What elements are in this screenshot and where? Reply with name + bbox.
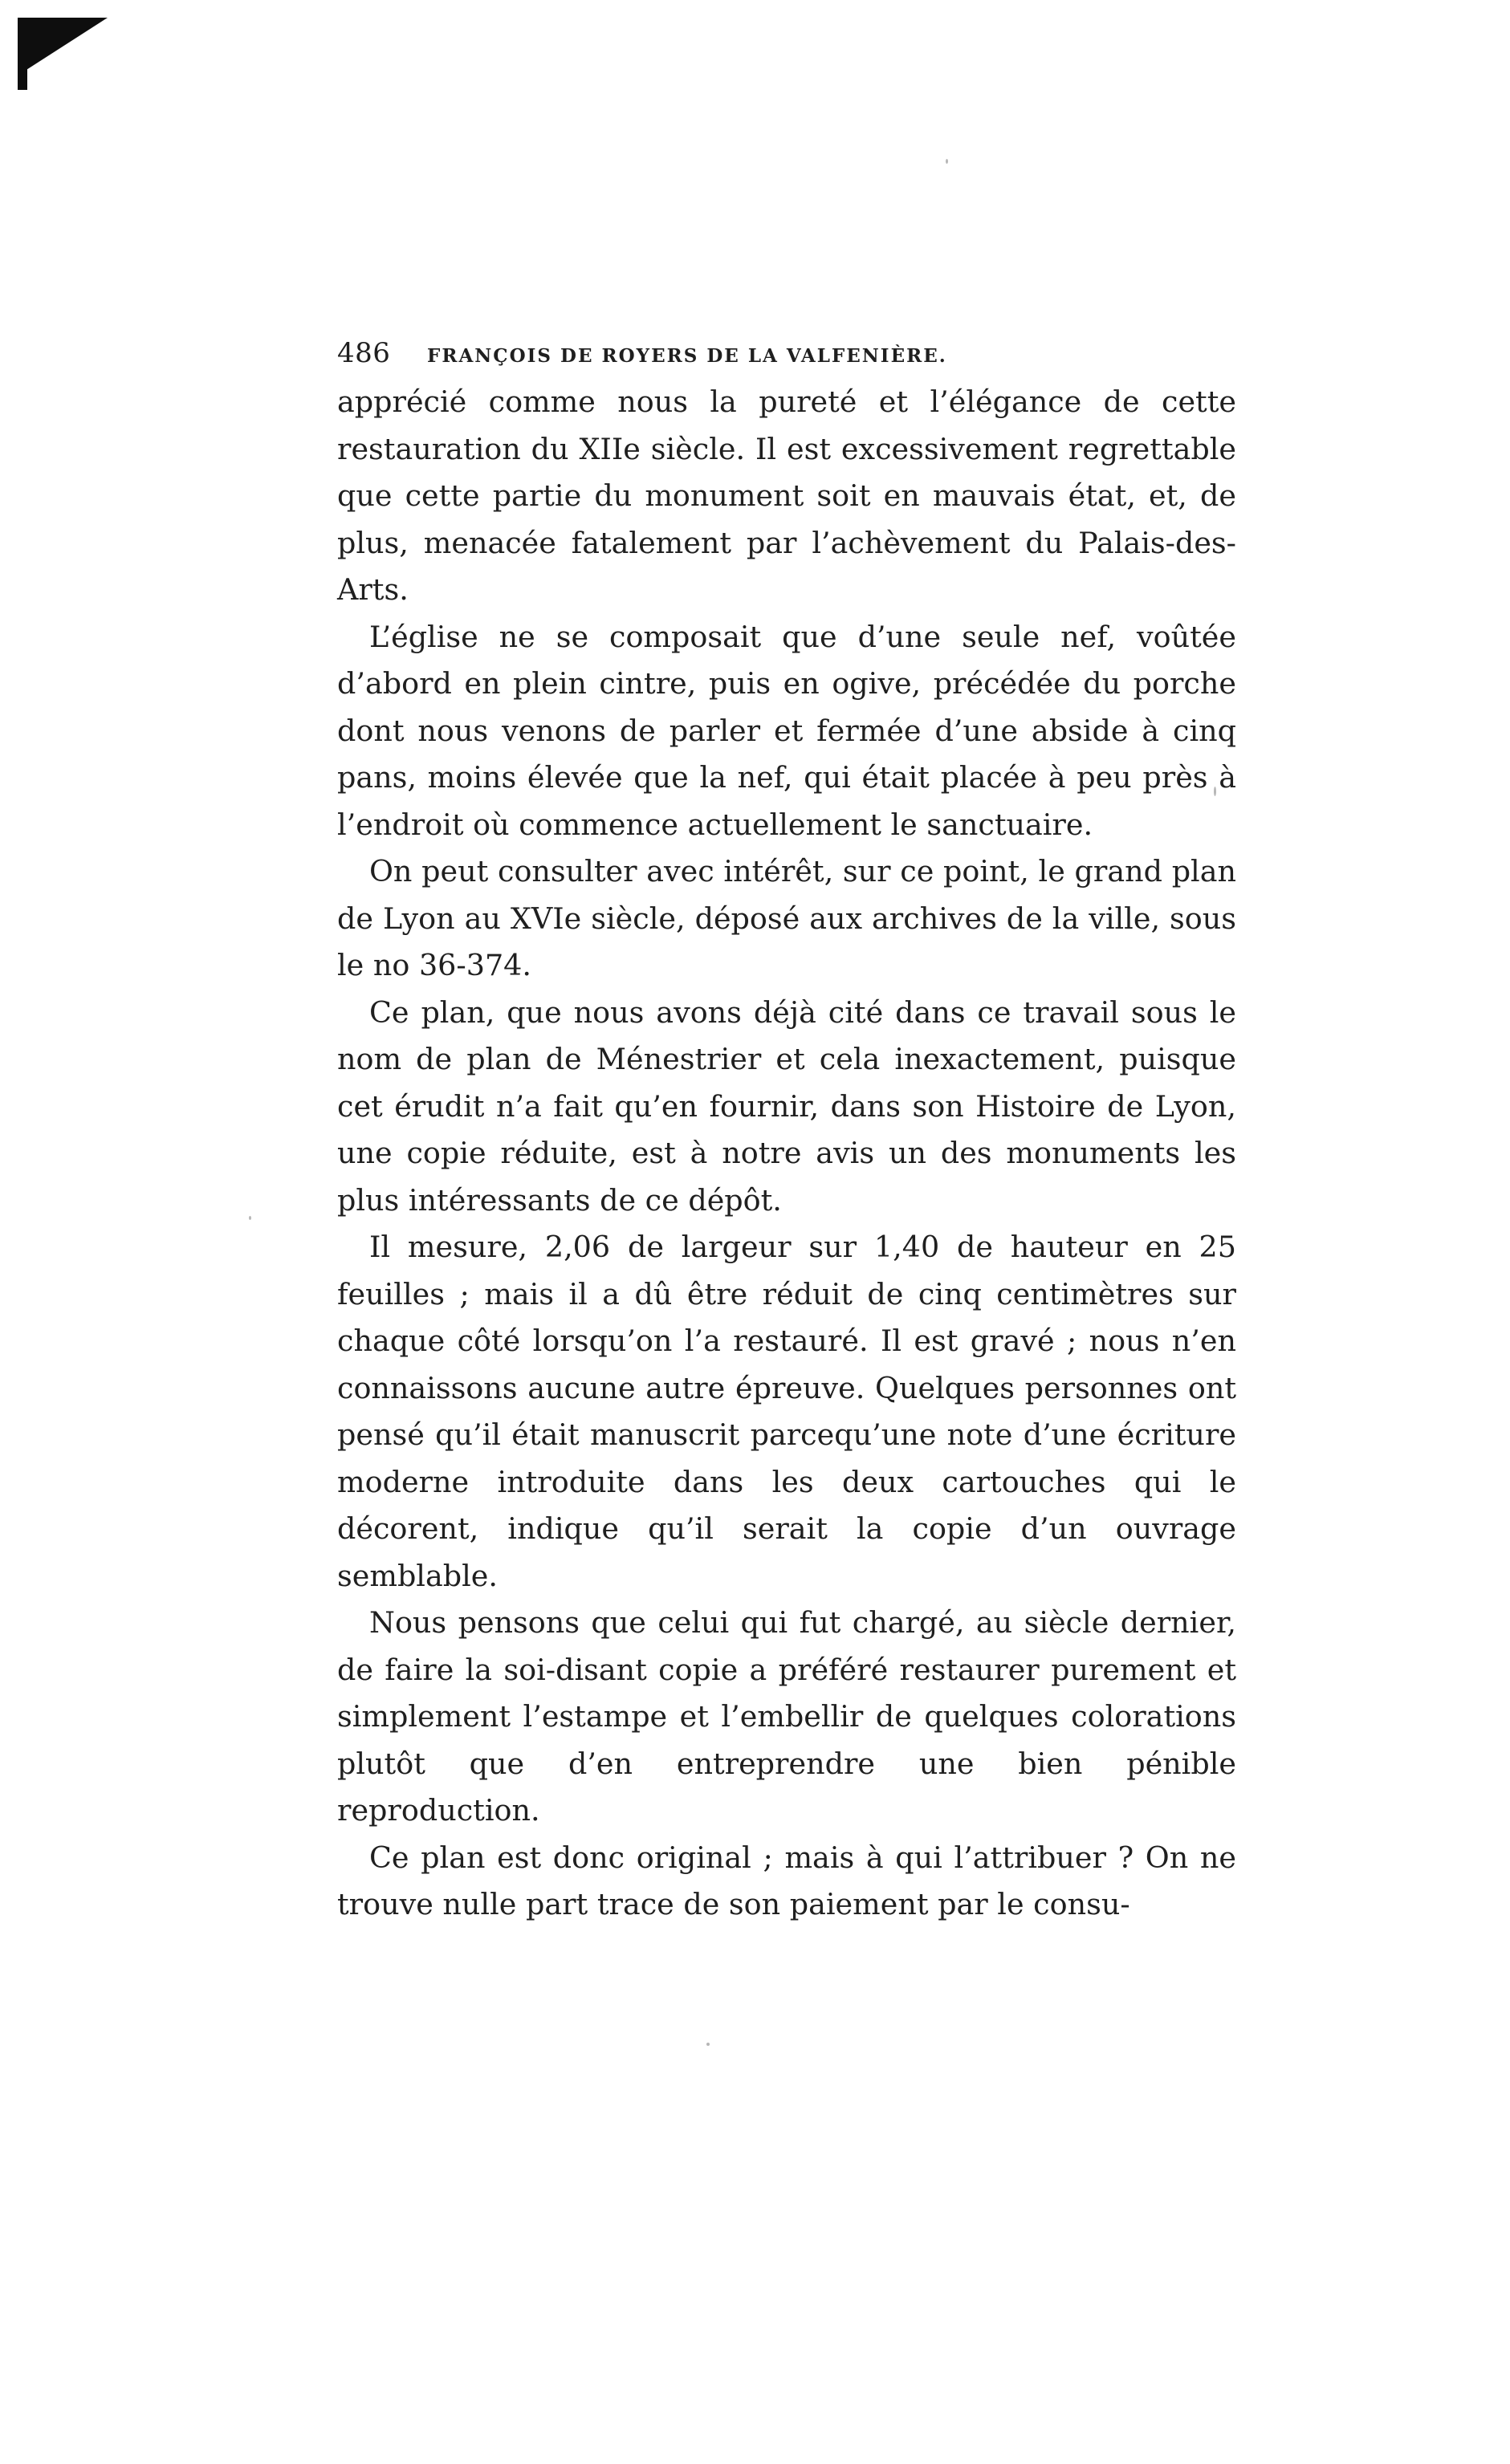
- paragraph-5: Il mesure, 2,06 de largeur sur 1,40 de hauteur en 25 feuilles ; mais il a dû être réduit de cinq centimètres sur chaque côté lorsqu’on l’a restauré. Il est gravé ; nous n’en connaissons aucune autre épreuve. Quelques personnes ont pensé qu’il était manuscrit parcequ’une note d’une écriture moderne introduite dans les deux cartouches qui le décorent, indique qu’il serait la copie d’un ouvrage semblable.: [337, 1230, 1236, 1593]
- scan-speck: [706, 2043, 710, 2046]
- paragraph-1: apprécié comme nous la pureté et l’élégance de cette restauration du XIIe siècle. Il est excessivement regrettable que cette partie du monument soit en mauvais état, et, de plus, menacée fatalement par l’achèvement du Palais-des-Arts.: [337, 384, 1236, 607]
- running-title: FRANÇOIS DE ROYERS DE LA VALFENIÈRE.: [427, 345, 947, 367]
- book-page: [337, 337, 1236, 1929]
- paragraph-3: On peut consulter avec intérêt, sur ce point, le grand plan de Lyon au XVIe siècle, déposé aux archives de la ville, sous le no 36-374.: [337, 854, 1236, 982]
- body-text: [337, 379, 1236, 1929]
- paragraph-2: L’église ne se composait que d’une seule nef, voûtée d’abord en plein cintre, puis en ogive, précédée du porche dont nous venons de parler et fermée d’une abside à cinq pans, moins élevée que la nef, qui était placée à peu près à l’endroit où commence actuellement le sanctuaire.: [337, 619, 1236, 842]
- scan-corner-mark: [18, 18, 108, 75]
- scan-speck: [249, 1216, 251, 1220]
- page-number: 486: [337, 337, 391, 369]
- paragraph-4: Ce plan, que nous avons déjà cité dans ce travail sous le nom de plan de Ménestrier et cela inexactement, puisque cet érudit n’a fait qu’en fournir, dans son Histoire de Lyon, une copie réduite, est à notre avis un des monuments les plus intéressants de ce dépôt.: [337, 994, 1236, 1218]
- paragraph-6: Nous pensons que celui qui fut chargé, au siècle dernier, de faire la soi-disant copie a préféré restaurer purement et simplement l’estampe et l’embellir de quelques colorations plutôt que d’en entreprendre une bien pénible reproduction.: [337, 1605, 1236, 1828]
- running-head: [337, 337, 1236, 379]
- paragraph-7: Ce plan est donc original ; mais à qui l’attribuer ? On ne trouve nulle part trace de son paiement par le consu-: [337, 1840, 1236, 1921]
- scan-speck: [946, 159, 948, 164]
